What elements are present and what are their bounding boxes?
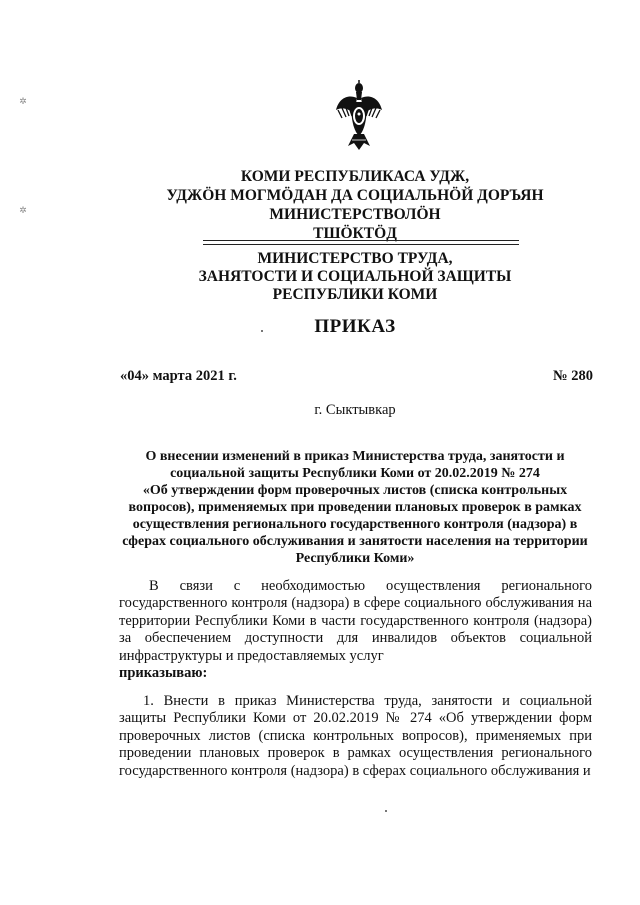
header-divider-bottom xyxy=(203,244,519,245)
scan-speck xyxy=(261,330,263,332)
order-word: приказываю: xyxy=(119,665,208,681)
header-komi-line2: УДЖӦН МОГМӦДАН ДА СОЦИАЛЬНӦЙ ДОРЪЯН xyxy=(166,187,544,204)
subject-line5: осуществления регионального государственного контроля (надзора) в xyxy=(132,517,578,532)
document-type-title: ПРИКАЗ xyxy=(314,316,396,337)
subject-line6: сферах социального обслуживания и занятости населения на территории xyxy=(122,534,588,549)
subject-line1: О внесении изменений в приказ Министерства труда, занятости и xyxy=(145,449,565,464)
scan-mark: ✲ xyxy=(19,205,27,215)
subject-line2: социальной защиты Республики Коми от 20.02.2019 № 274 xyxy=(170,466,540,481)
body-paragraph-item1: 1. Внести в приказ Министерства труда, занятости и социальной защиты Республики Коми от 20.02.2019 № 274 «Об утверждении форм проверочных листов (списка контрольных вопросов), применяемых при проведении плановых проверок в рамках осуществления регионального государственного контроля (надзора) в сферах социального обслуживания и xyxy=(119,693,592,779)
header-komi-line4: ТШӦКТӦД xyxy=(313,225,397,242)
scan-speck xyxy=(385,810,387,812)
header-divider-top xyxy=(203,240,519,241)
header-russian xyxy=(120,250,590,304)
document-date: «04» марта 2021 г. xyxy=(120,368,237,384)
header-komi-line3: МИНИСТЕРСТВОЛӦН xyxy=(269,206,441,223)
komi-emblem-icon xyxy=(334,80,384,152)
document-city: г. Сыктывкар xyxy=(314,402,396,418)
scan-mark: ✲ xyxy=(19,96,27,106)
header-komi xyxy=(120,167,590,243)
document-number: № 280 xyxy=(553,368,593,384)
subject-line7: Республики Коми» xyxy=(295,551,415,566)
header-ru-line1: МИНИСТЕРСТВО ТРУДА, xyxy=(257,250,453,267)
subject-line4: вопросов), применяемых при проведении плановых проверок в рамках xyxy=(128,500,582,515)
body-paragraph-preamble: В связи с необходимостью осуществления регионального государственного контроля (надзора) в сфере социального обслуживания на территории Республики Коми в части государственного контроля (надзора) за обеспечением доступности для инвалидов объектов социальной инфраструктуры и предоставляемых услуг xyxy=(119,578,592,664)
header-ru-line3: РЕСПУБЛИКИ КОМИ xyxy=(272,286,438,303)
document-subject xyxy=(120,448,590,567)
header-ru-line2: ЗАНЯТОСТИ И СОЦИАЛЬНОЙ ЗАЩИТЫ xyxy=(198,268,512,285)
subject-line3: «Об утверждении форм проверочных листов (списка контрольных xyxy=(142,483,568,498)
header-komi-line1: КОМИ РЕСПУБЛИКАСА УДЖ, xyxy=(240,168,470,185)
